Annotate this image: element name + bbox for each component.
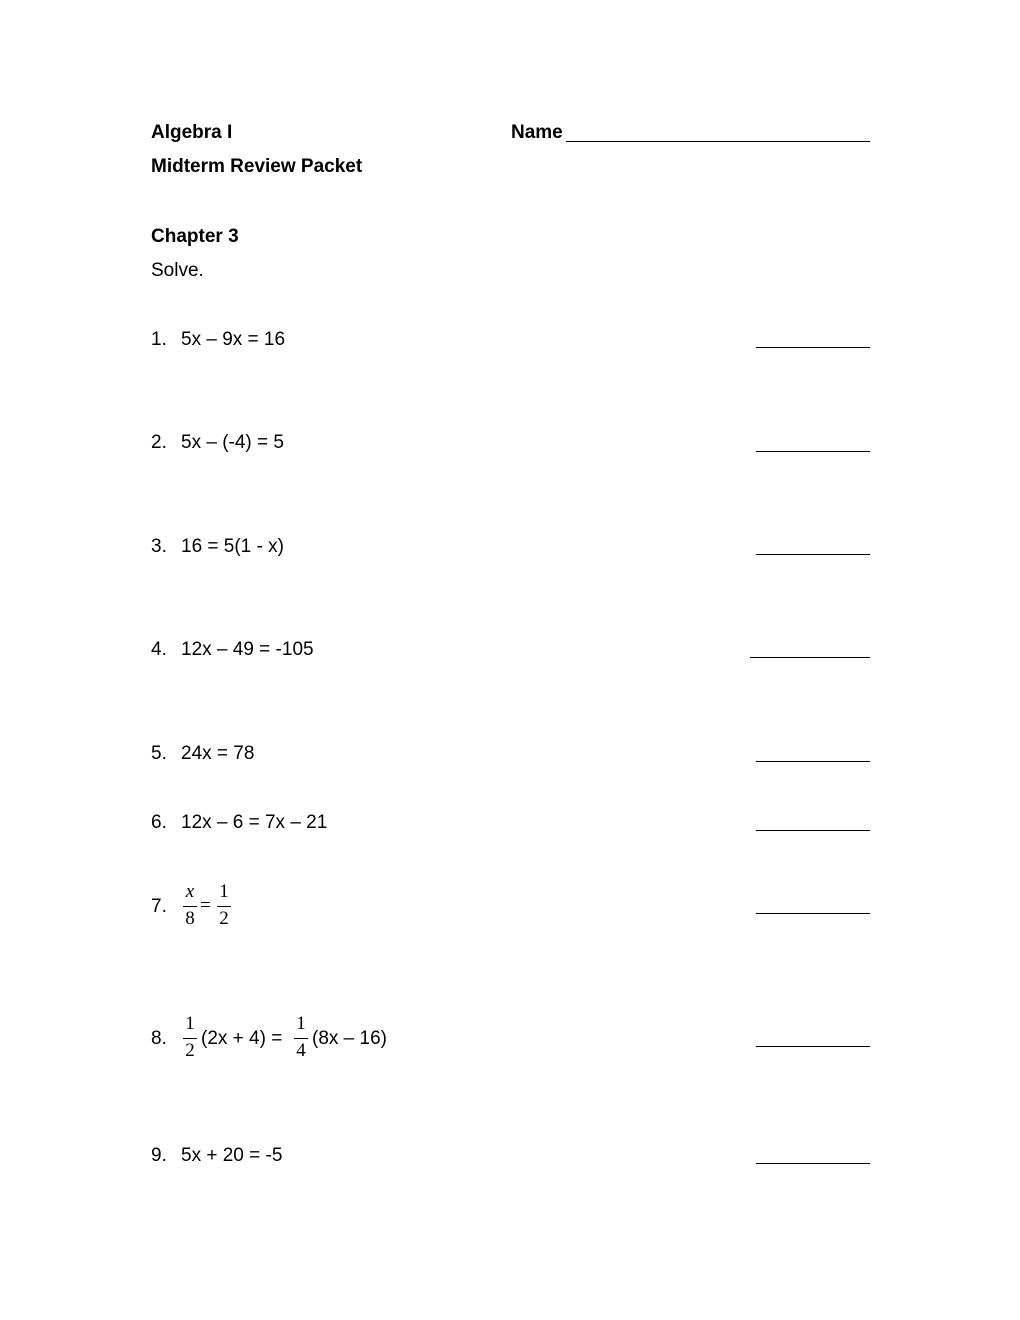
problem-text: 5x + 20 = -5 [181,1145,283,1166]
answer-line[interactable] [756,347,870,348]
course-title: Algebra I [151,122,233,143]
packet-title: Midterm Review Packet [151,156,363,177]
fraction-numerator: 1 [219,881,229,902]
fraction-denominator: 2 [219,908,229,929]
problem-text: 16 = 5(1 - x) [181,536,284,557]
fraction-bar [183,906,197,907]
problem-text: 24x = 78 [181,743,255,764]
fraction-denominator: 8 [185,908,195,929]
name-field[interactable] [566,120,870,142]
instruction-text: Solve. [151,260,204,281]
answer-line[interactable] [750,657,870,658]
fraction-bar [217,906,231,907]
name-label: Name [511,122,563,143]
answer-line[interactable] [756,761,870,762]
answer-line[interactable] [756,554,870,555]
answer-line[interactable] [756,913,870,914]
fraction-numerator: x [185,881,195,902]
problem-number: 4. [151,639,167,660]
problem-number: 3. [151,536,167,557]
problem-text: (2x + 4) = [201,1028,283,1049]
problem-number: 5. [151,743,167,764]
fraction-bar [183,1038,197,1039]
fraction-numerator: 1 [185,1013,195,1034]
problem-text: 12x – 6 = 7x – 21 [181,812,328,833]
fraction-denominator: 4 [296,1040,306,1061]
fraction-numerator: 1 [296,1013,306,1034]
problem-text: 5x – (-4) = 5 [181,432,284,453]
answer-line[interactable] [756,1046,870,1047]
chapter-heading: Chapter 3 [151,226,239,247]
answer-line[interactable] [756,451,870,452]
problem-number: 6. [151,812,167,833]
fraction-denominator: 2 [185,1040,195,1061]
problem-number: 8. [151,1028,167,1049]
problem-text: (8x – 16) [312,1028,387,1049]
problem-number: 9. [151,1145,167,1166]
answer-line[interactable] [756,1163,870,1164]
problem-number: 1. [151,329,167,350]
fraction-bar [294,1038,308,1039]
problem-text: 12x – 49 = -105 [181,639,314,660]
problem-number: 2. [151,432,167,453]
problem-text: 5x – 9x = 16 [181,329,286,350]
equals-sign: = [200,895,211,916]
answer-line[interactable] [756,830,870,831]
problem-number: 7. [151,896,167,917]
